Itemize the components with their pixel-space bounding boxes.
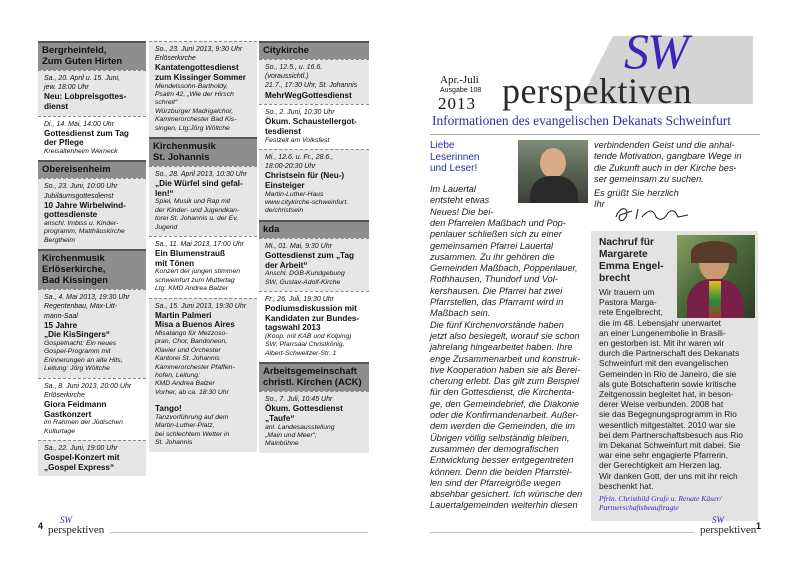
event-entry <box>38 289 146 377</box>
editorial-line: tive Kooperation haben sie als Berei- <box>430 364 581 375</box>
event-title: „Taufe“ <box>265 414 295 424</box>
obituary-line: Pastora Marga- <box>599 297 657 308</box>
event-column-2 <box>149 41 257 452</box>
event-title: tagswahl 2013 <box>265 323 321 333</box>
event-detail: Tanzvorführung auf dem <box>155 413 229 421</box>
obituary-line: en gestorben ist. Mit ihr waren wir <box>599 338 725 349</box>
event-date: Sa., 11. Mai 2013, 17:00 Uhr <box>155 241 244 249</box>
closing-line: Es grüßt Sie herzlich <box>594 188 679 198</box>
event-detail: schweinfurt zum Muttertag <box>155 276 235 284</box>
editorial-line: oder die Konfirmandenarbeit. Außer- <box>430 410 579 421</box>
right-page-number: 1 <box>756 521 762 531</box>
right-footer-rule <box>430 532 694 533</box>
event-detail: Klavier und Orchester <box>155 346 221 354</box>
intro-line: entsteht etwas <box>430 195 490 206</box>
editorial-line: dem werden die Gemeinden, die im <box>430 421 576 432</box>
event-entry <box>259 59 369 104</box>
section-header-line: christl. Kirchen (ACK) <box>263 377 362 389</box>
greeting-line: Liebe <box>430 140 455 151</box>
event-date: Mi., 01. Mai, 9:30 Uhr <box>265 242 332 250</box>
event-title: Martin Palmeri <box>155 310 212 320</box>
obituary-line: war eine sehr engagierte Pfarrerin, <box>599 450 728 461</box>
obituary-author-line: Partnerschaftsbeauftragte <box>599 503 679 513</box>
section-header-line: Citykirche <box>263 45 309 56</box>
event-detail: anl. Landesausstellung <box>265 423 335 431</box>
intro-line: Im Lauertal <box>430 184 476 194</box>
event-entry <box>259 391 369 453</box>
event-detail: Gospel-Programm mit <box>44 348 111 356</box>
event-entry <box>149 298 257 402</box>
editorial-line: cherung erlebt. Das gilt zum Beispiel <box>430 376 580 387</box>
section-header-line: Bad Kissingen <box>42 275 108 287</box>
obituary-title-line: brecht <box>599 273 631 284</box>
editorial-line: Gemeinden Maßbach, Poppenlauer, <box>430 263 578 274</box>
section-header <box>38 160 146 178</box>
editorial-line: Pfarrstellen, das Pfarramt wird in <box>430 297 564 308</box>
obituary-box <box>591 231 758 521</box>
event-detail: Misatango für Mezzoso- <box>155 330 228 338</box>
editorial-line: können. Denn die beiden Pfarrstel- <box>430 466 572 477</box>
event-entry <box>149 236 257 298</box>
event-entry <box>149 166 257 236</box>
event-detail: SW, Gustav-Adolf-Kirche <box>265 278 341 286</box>
editorial-line: Lauertalgemeinden weiterhin diesen <box>430 500 578 511</box>
section-header <box>259 41 369 59</box>
event-entry <box>149 41 257 137</box>
obituary-title-line: Nachruf für <box>599 237 654 248</box>
masthead-date-range: Apr.-Juli <box>440 74 479 86</box>
event-title: mit Tönen <box>155 258 195 268</box>
event-detail: Albert-Schweitzer-Str. 1 <box>265 349 337 357</box>
editorial-line: tende Motivation, gangbare Wege in <box>594 151 742 162</box>
editorial-line: jahrelang hingearbeitet haben. Ihre <box>430 342 573 353</box>
event-title: Gottesdienst zum Tag <box>44 128 129 138</box>
obituary-line: an einer Lungenembolie in Brasili- <box>599 327 726 338</box>
section-header <box>38 41 146 70</box>
obituary-line: bei dem Partnerschaftsbesuch aus Rio <box>599 429 743 440</box>
event-detail: www.citykirche-schweinfurt. <box>265 199 349 206</box>
event-title: Giora Feidmann <box>44 400 107 410</box>
obituary-title <box>599 237 664 285</box>
event-title: 15 Jahre <box>44 320 78 330</box>
event-detail: der Kinder- und Jugendkan- <box>155 206 240 214</box>
section-header <box>149 137 257 166</box>
event-detail: Kammerorchester Bad Kis- <box>155 116 237 124</box>
event-detail: „Main und Meer“; <box>265 432 317 440</box>
section-header-line: Kirchenmusik <box>153 141 216 153</box>
obituary-line: durch die Partnerschaft des Dekanats <box>599 348 740 359</box>
obituary-line: Wir danken Gott, der uns mit ihr reich <box>599 470 738 481</box>
event-title: Ökum. Gottesdienst <box>265 404 343 414</box>
event-entry <box>149 401 257 451</box>
editorial-line: den Pfarreien Maßbach und Pop- <box>430 218 566 228</box>
event-date: 21.7., 17:30 Uhr, St. Johannis <box>265 82 358 90</box>
event-date: Regentenbau, Max-Litt- <box>44 303 118 311</box>
event-date: Erlöserkirche <box>155 55 196 63</box>
section-header-line: Arbeitsgemeinschaft <box>263 366 357 378</box>
editorial-column-2 <box>594 140 764 185</box>
event-entry <box>38 378 146 440</box>
obituary-author <box>599 494 722 513</box>
event-detail: Anschl. DGB-Kundgebung <box>265 270 345 278</box>
obituary-line: als gute Botschafterin sowie kritische <box>599 378 737 389</box>
event-detail: Kulturtage <box>44 427 75 435</box>
event-detail: Vorher, ab ca. 18:30 Uhr <box>155 388 229 396</box>
event-date: jew. 18:00 Uhr <box>44 84 89 92</box>
event-column-1 <box>38 41 146 476</box>
event-detail: bei schlechtem Wetter in <box>155 430 230 438</box>
event-title: Gottesdienst zum „Tag <box>265 251 355 261</box>
event-title: der Arbeit“ <box>265 260 308 270</box>
obituary-line: die im 48. Lebensjahr unerwartet <box>599 317 721 328</box>
editorial-line: die Zukunft auch in der Kirche bes- <box>594 162 737 173</box>
event-date: Sa., 15. Juni 2013, 19:30 Uhr <box>155 302 247 310</box>
masthead-rule <box>430 134 760 135</box>
editorial-line: Übrigen völlig selbständig bleiben, <box>430 432 570 443</box>
obituary-line: wesentlich mitgestaltet. 2010 war sie <box>599 419 736 430</box>
section-header <box>259 362 369 391</box>
obituary-line: beschenkt hat. <box>599 480 654 491</box>
editorial-line: ser gemeinsam zu suchen. <box>594 173 704 184</box>
event-detail: St. Johannis <box>155 439 193 447</box>
event-date: So., 12.5., u. 16.6. (voraussichtl.) <box>265 64 323 81</box>
left-footer-logo <box>48 515 105 536</box>
right-footer-brand: perspektiven <box>700 524 757 536</box>
event-title: Gospel-Konzert mit <box>44 453 120 463</box>
obituary-line: derer Weise verbunden. 2008 hat <box>599 399 724 410</box>
event-date: So., 28. April 2013, 10:30 Uhr <box>155 171 247 179</box>
editorial-column-1 <box>430 218 590 512</box>
event-detail: Bergtheim <box>44 236 75 244</box>
event-title: len!“ <box>155 188 174 198</box>
obituary-line: der Gerechtigkeit am Herzen lag. <box>599 460 722 471</box>
event-detail: Psalm 42, „Wie der Hirsch <box>155 91 234 98</box>
editorial-line: penlauer schließen sich zu einer <box>430 229 562 240</box>
event-detail: pran, Chor, Bandoneon, <box>155 338 228 346</box>
left-footer-brand: perspektiven <box>48 524 105 536</box>
event-title: Gastkonzert <box>44 409 92 419</box>
event-detail: Erinnerungen an alte Hits, <box>44 356 123 364</box>
editorial-line: Die fünf Kirchenvorstände haben <box>430 319 564 330</box>
left-page-number: 4 <box>38 521 44 531</box>
event-title: Kandidaten zur Bundes- <box>265 313 360 323</box>
event-detail: Ltg: KMD Andrea Balzer <box>155 285 229 293</box>
event-detail: im Rahmen der Jüdischen <box>44 419 123 427</box>
event-title: Tango! <box>155 404 182 414</box>
event-entry <box>38 440 146 476</box>
event-detail: Kantorei St. Johannis <box>155 355 220 363</box>
obituary-line: Gemeinden in Rio de Janeiro, die sie <box>599 368 737 379</box>
obituary-author-line: Pfrin. Christhild Grafe u. Renate Käser/ <box>599 494 722 503</box>
masthead-subtitle: Informationen des evangelischen Dekanats Schweinfurt <box>432 113 731 128</box>
greeting <box>430 140 479 175</box>
event-date: mann-Saal <box>44 312 78 320</box>
event-title: Christsein für (Neu-) <box>265 171 345 181</box>
event-title: „Die Würfel sind gefal- <box>155 179 243 189</box>
editorial-line: Rothhausen, Thundorf und Vol- <box>430 274 558 285</box>
editorial-line: len sind der Pfarreigröße wegen <box>430 477 561 488</box>
section-header-line: Zum Guten Hirten <box>42 56 123 67</box>
event-date: Jubiläumsgottesdienst <box>44 192 114 200</box>
section-header <box>259 220 369 238</box>
obituary-line: rete Engelbrecht, <box>599 307 663 318</box>
section-header-line: Kirchenmusik <box>42 253 105 265</box>
event-detail: Würzburger Madrigalchor, <box>155 107 234 115</box>
obituary-title-line: Emma Engel- <box>599 261 664 272</box>
obituary-line: sie das Begegnungsprogramm in Rio <box>599 409 737 420</box>
event-title: „Gospel Express“ <box>44 462 115 472</box>
event-entry <box>38 116 146 161</box>
event-detail: Festzelt am Volksfest <box>265 136 330 144</box>
author-photo <box>518 140 588 203</box>
masthead-brand: perspektiven <box>502 71 692 111</box>
event-detail: schreit“ <box>155 99 178 107</box>
event-entry <box>259 149 369 220</box>
event-detail: Leitung: Jörg Wöltche <box>44 365 110 373</box>
event-title: Ökum. Schaustellergot- <box>265 117 357 127</box>
event-detail: Martin-Luther-Platz, <box>155 422 215 430</box>
editorial-line: enge Zusammenarbeit und konstruk- <box>430 353 581 364</box>
event-detail: Martin-Luther-Haus <box>265 190 324 198</box>
right-footer-logo <box>700 515 757 536</box>
event-entry <box>259 104 369 149</box>
obituary-line: Wir trauern um <box>599 287 655 297</box>
editorial-line: gemeinsamen Pfarrei Lauertal <box>430 240 554 251</box>
event-date: So., 7. Juli, 10:45 Uhr <box>265 396 333 404</box>
editorial-line: jetzt also besiegelt, worauf sie schon <box>430 330 580 341</box>
event-date: Sa., 20. April u. 15. Juni, <box>44 75 121 82</box>
section-header-line: kda <box>263 223 280 235</box>
event-date: Sa., 22. Juni, 19:00 Uhr <box>44 445 118 453</box>
event-detail: KMD Andrea Balzer <box>155 380 215 388</box>
event-date: So., 23. Juni, 10:00 Uhr <box>44 183 118 191</box>
obituary-body <box>599 287 755 491</box>
greeting-line: und Leser! <box>430 163 478 175</box>
event-date: So., 2. Juni, 10:30 Uhr <box>265 109 335 117</box>
obituary-line: Zeitgenossin begleitet hat, in beson- <box>599 389 734 400</box>
obituary-title-line: Margarete <box>599 249 648 260</box>
event-date: Sa., 4. Mai 2013, 19:30 Uhr <box>44 294 130 302</box>
event-detail: de/christsein <box>265 207 304 215</box>
section-header-line: St. Johannis <box>153 152 210 164</box>
editorial-line: absehbar gesichert. Ich wünsche den <box>430 489 583 500</box>
editorial-line: kershausen. Die Pfarrei hat zwei <box>430 285 563 296</box>
event-detail: anschl. Imbiss u. Kinder- <box>44 219 119 227</box>
event-entry <box>259 238 369 291</box>
masthead-sw: SW <box>624 23 687 79</box>
event-detail: Kammerorchester Pfaffen- <box>155 363 235 371</box>
event-date: Erlöserkirche <box>44 391 85 399</box>
event-detail: singen, Ltg:Jörg Wöltche <box>155 124 230 132</box>
obituary-line: Schweinfurt mit den evangelischen <box>599 358 729 369</box>
signature <box>612 203 692 225</box>
intro-line: Neues! Die bei- <box>430 206 494 217</box>
event-title: dienst <box>44 102 69 111</box>
event-title: zum Kissinger Sommer <box>155 73 246 82</box>
event-title: Einsteiger <box>265 181 305 190</box>
editorial-line: ge, den Gemeindebrief, die Diakonie <box>430 398 580 409</box>
event-title: gottesdienste <box>44 210 98 220</box>
event-entry <box>38 178 146 249</box>
event-title: Misa a Buenos Aires <box>155 320 235 330</box>
editorial-line: zusammen. Zu ihr gehören die <box>430 251 555 262</box>
event-entry <box>259 291 369 362</box>
event-date: Di., 14. Mai, 14:00 Uhr <box>44 120 115 128</box>
editorial-line: Entwicklung besser entgegentreten <box>430 455 574 466</box>
event-detail: Mainbühne <box>265 440 299 448</box>
event-date: Fr., 26. Juli, 19:30 Uhr <box>265 296 334 304</box>
event-date: Mi., 12.6. u. Fr., 28.6., <box>265 154 334 161</box>
event-title: MehrWegGottesdienst <box>265 90 352 100</box>
section-header-line: Bergrheinfeld, <box>42 45 107 56</box>
event-detail: Jugend <box>155 223 178 231</box>
event-title: Ein Blumenstrauß <box>155 249 226 259</box>
event-title: „Die KisSingers“ <box>44 330 110 340</box>
masthead <box>426 23 766 128</box>
left-footer-sw: SW <box>60 515 72 525</box>
event-detail: Kreisaltenheim Werneck <box>44 147 118 155</box>
section-header-line: Erlöserkirche, <box>42 264 106 276</box>
greeting-line: Leserinnen <box>430 151 480 163</box>
intro-lines <box>430 184 493 218</box>
left-footer-rule <box>110 532 368 533</box>
event-date: 18:00-20:30 Uhr <box>265 163 316 171</box>
event-detail: Konzert der jungen stimmen <box>155 268 241 276</box>
event-detail: programm, Matthäuskirche <box>44 228 125 236</box>
event-entry <box>38 70 146 116</box>
editorial-line: verbindenden Geist und die anhal- <box>594 140 735 150</box>
event-date: Sa., 8. Juni 2013, 20:00 Uhr <box>44 382 132 390</box>
event-detail: (Koop. mit KAB und Kolping) <box>265 333 352 340</box>
masthead-issue: Ausgabe 108 <box>440 87 482 94</box>
event-title: Neu: Lobpreisgottes- <box>44 92 127 102</box>
event-title: tesdienst <box>265 127 301 136</box>
editorial-line: für den Gottesdienst, die Kirchenta- <box>430 387 575 398</box>
event-date: So., 23. Juni 2013, 9:30 Uhr <box>155 46 243 53</box>
event-title: der Pflege <box>44 138 84 148</box>
section-header-line: Obereisenheim <box>42 164 111 176</box>
masthead-year: 2013 <box>438 94 476 113</box>
section-header <box>38 249 146 289</box>
event-detail: torei St. Johannis u. der Ev. <box>155 215 238 223</box>
event-detail: Spiel, Musik und Rap mit <box>155 198 231 206</box>
editorial-line: zusammen der demografischen <box>430 443 559 454</box>
event-detail: Mendelssohn-Bartholdy, <box>155 82 228 90</box>
event-title: Podiumsdiskussion mit <box>265 304 357 314</box>
right-footer-sw: SW <box>712 515 724 525</box>
closing-line: Ihr <box>594 199 605 210</box>
event-title: Kantatengottesdienst <box>155 63 239 73</box>
obituary-line: im Dekanat Schweinfurt mit dabei. Sie <box>599 440 741 451</box>
event-detail: Gospelnacht: Ein neues <box>44 340 117 347</box>
event-detail: SW, Pfarrsaal Christkönig, <box>265 341 345 349</box>
editorial-line: Maßbach sein. <box>430 308 491 319</box>
event-detail: hofen, Leitung: <box>155 372 200 380</box>
event-column-3 <box>259 41 369 453</box>
event-title: 10 Jahre Wirbelwind- <box>44 200 126 210</box>
